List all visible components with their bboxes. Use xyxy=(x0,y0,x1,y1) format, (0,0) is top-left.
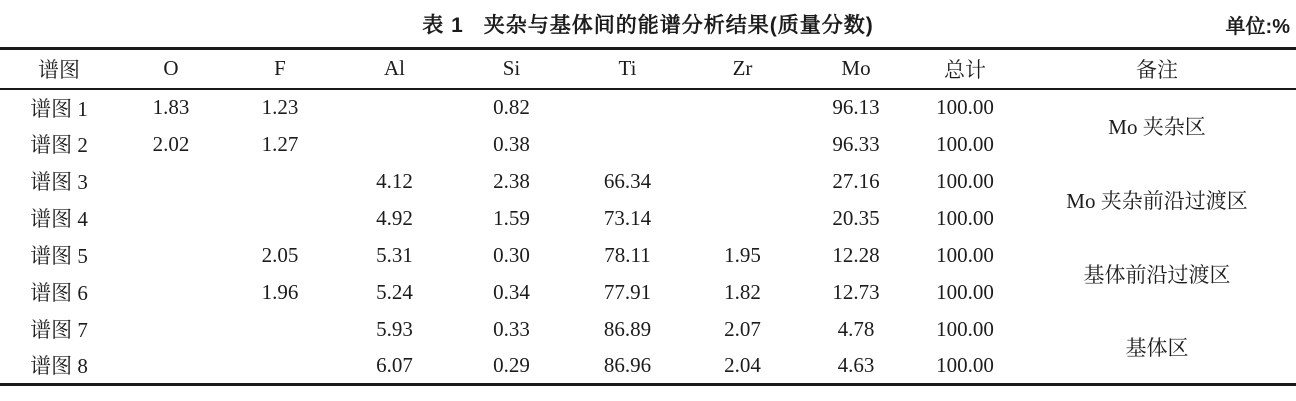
row-label: 谱图 7 xyxy=(30,318,88,342)
cell-F: 1.27 xyxy=(261,131,299,156)
table-caption xyxy=(0,0,1296,47)
header-row xyxy=(0,49,1296,89)
cell-Si: 1.59 xyxy=(493,205,530,230)
table-row xyxy=(0,163,1296,200)
cell-Si: 0.38 xyxy=(493,131,530,156)
column-header-Mo: Mo xyxy=(841,56,871,81)
cell-Al: 5.31 xyxy=(376,242,413,267)
cell-O xyxy=(118,237,224,274)
cell-O: 1.83 xyxy=(152,95,190,119)
cell-total: 100.00 xyxy=(936,279,994,304)
cell-Al: 6.07 xyxy=(376,352,413,377)
cell-Ti xyxy=(570,89,685,126)
table-row xyxy=(0,89,1296,126)
cell-Ti: 66.34 xyxy=(603,168,652,193)
remark-cell: 基体前沿过渡区 xyxy=(1083,262,1231,287)
table-row xyxy=(0,311,1296,348)
cell-F: 1.96 xyxy=(261,279,299,304)
cell-Mo: 4.78 xyxy=(837,316,875,341)
cell-Al: 5.93 xyxy=(376,316,413,341)
column-header-Al: Al xyxy=(384,56,405,81)
cell-Zr: 2.07 xyxy=(724,316,761,341)
table-title-text: 夹杂与基体间的能谱分析结果(质量分数) xyxy=(483,14,874,37)
table-number: 表 1 xyxy=(422,14,464,37)
cell-Al: 5.24 xyxy=(376,279,413,304)
cell-Si: 2.38 xyxy=(493,168,530,193)
row-label: 谱图 1 xyxy=(30,96,88,121)
cell-F xyxy=(224,348,336,385)
eds-results-table xyxy=(0,47,1296,386)
cell-Zr: 1.82 xyxy=(724,279,761,304)
cell-Al: 4.92 xyxy=(376,205,413,230)
cell-Si: 0.30 xyxy=(493,242,530,267)
column-header-spectrum: 谱图 xyxy=(38,57,80,82)
cell-F: 2.05 xyxy=(261,242,299,267)
table-row xyxy=(0,237,1296,274)
cell-F xyxy=(224,311,336,348)
row-label: 谱图 2 xyxy=(30,133,88,157)
cell-Mo: 96.33 xyxy=(832,131,880,156)
cell-Al xyxy=(336,89,453,126)
cell-total: 100.00 xyxy=(936,352,994,377)
cell-Mo: 12.73 xyxy=(832,279,880,304)
cell-Si: 0.82 xyxy=(493,95,530,119)
unit-label: 单位:% xyxy=(1225,16,1290,38)
column-header-O: O xyxy=(163,56,179,81)
cell-total: 100.00 xyxy=(936,95,994,119)
column-header-Si: Si xyxy=(502,56,521,81)
row-label: 谱图 8 xyxy=(30,354,88,379)
cell-Zr: 2.04 xyxy=(724,352,761,377)
cell-Ti: 73.14 xyxy=(603,205,652,230)
cell-Zr xyxy=(685,126,800,163)
cell-total: 100.00 xyxy=(936,205,994,230)
cell-Mo: 96.13 xyxy=(832,95,880,119)
cell-Si: 0.34 xyxy=(493,279,530,304)
row-label: 谱图 4 xyxy=(30,207,88,231)
cell-Al: 4.12 xyxy=(376,168,413,193)
cell-F xyxy=(224,163,336,200)
cell-Ti: 86.89 xyxy=(603,316,652,341)
cell-Zr xyxy=(685,200,800,237)
cell-Mo: 12.28 xyxy=(832,242,880,267)
cell-Ti: 86.96 xyxy=(603,352,652,377)
row-label: 谱图 3 xyxy=(30,170,88,194)
column-header-F: F xyxy=(274,56,286,81)
cell-total: 100.00 xyxy=(936,242,994,267)
cell-O xyxy=(118,311,224,348)
cell-Ti: 78.11 xyxy=(604,242,651,267)
cell-O: 2.02 xyxy=(152,131,190,156)
cell-O xyxy=(118,163,224,200)
table-body xyxy=(0,89,1296,385)
cell-Al xyxy=(336,126,453,163)
cell-Mo: 4.63 xyxy=(837,352,875,377)
column-header-remark: 备注 xyxy=(1136,57,1178,82)
cell-Si: 0.29 xyxy=(493,352,530,377)
cell-O xyxy=(118,200,224,237)
column-header-total: 总计 xyxy=(944,57,986,82)
cell-F: 1.23 xyxy=(261,95,299,119)
cell-Ti: 77.91 xyxy=(603,279,652,304)
cell-Zr xyxy=(685,163,800,200)
cell-O xyxy=(118,348,224,385)
remark-cell: Mo 夹杂前沿过渡区 xyxy=(1066,188,1248,213)
cell-Si: 0.33 xyxy=(493,316,530,341)
remark-cell: Mo 夹杂区 xyxy=(1108,115,1206,139)
cell-O xyxy=(118,274,224,311)
cell-Zr: 1.95 xyxy=(724,242,761,267)
row-label: 谱图 5 xyxy=(30,244,88,268)
cell-total: 100.00 xyxy=(936,316,994,341)
cell-Mo: 27.16 xyxy=(832,168,880,193)
remark-cell: 基体区 xyxy=(1125,335,1189,360)
column-header-Zr: Zr xyxy=(732,56,753,81)
column-header-Ti: Ti xyxy=(618,56,637,81)
cell-total: 100.00 xyxy=(936,168,994,193)
cell-Mo: 20.35 xyxy=(832,205,880,230)
row-label: 谱图 6 xyxy=(30,281,88,305)
table-title xyxy=(0,9,1296,39)
cell-total: 100.00 xyxy=(936,131,994,156)
cell-F xyxy=(224,200,336,237)
cell-Ti xyxy=(570,126,685,163)
cell-Zr xyxy=(685,89,800,126)
